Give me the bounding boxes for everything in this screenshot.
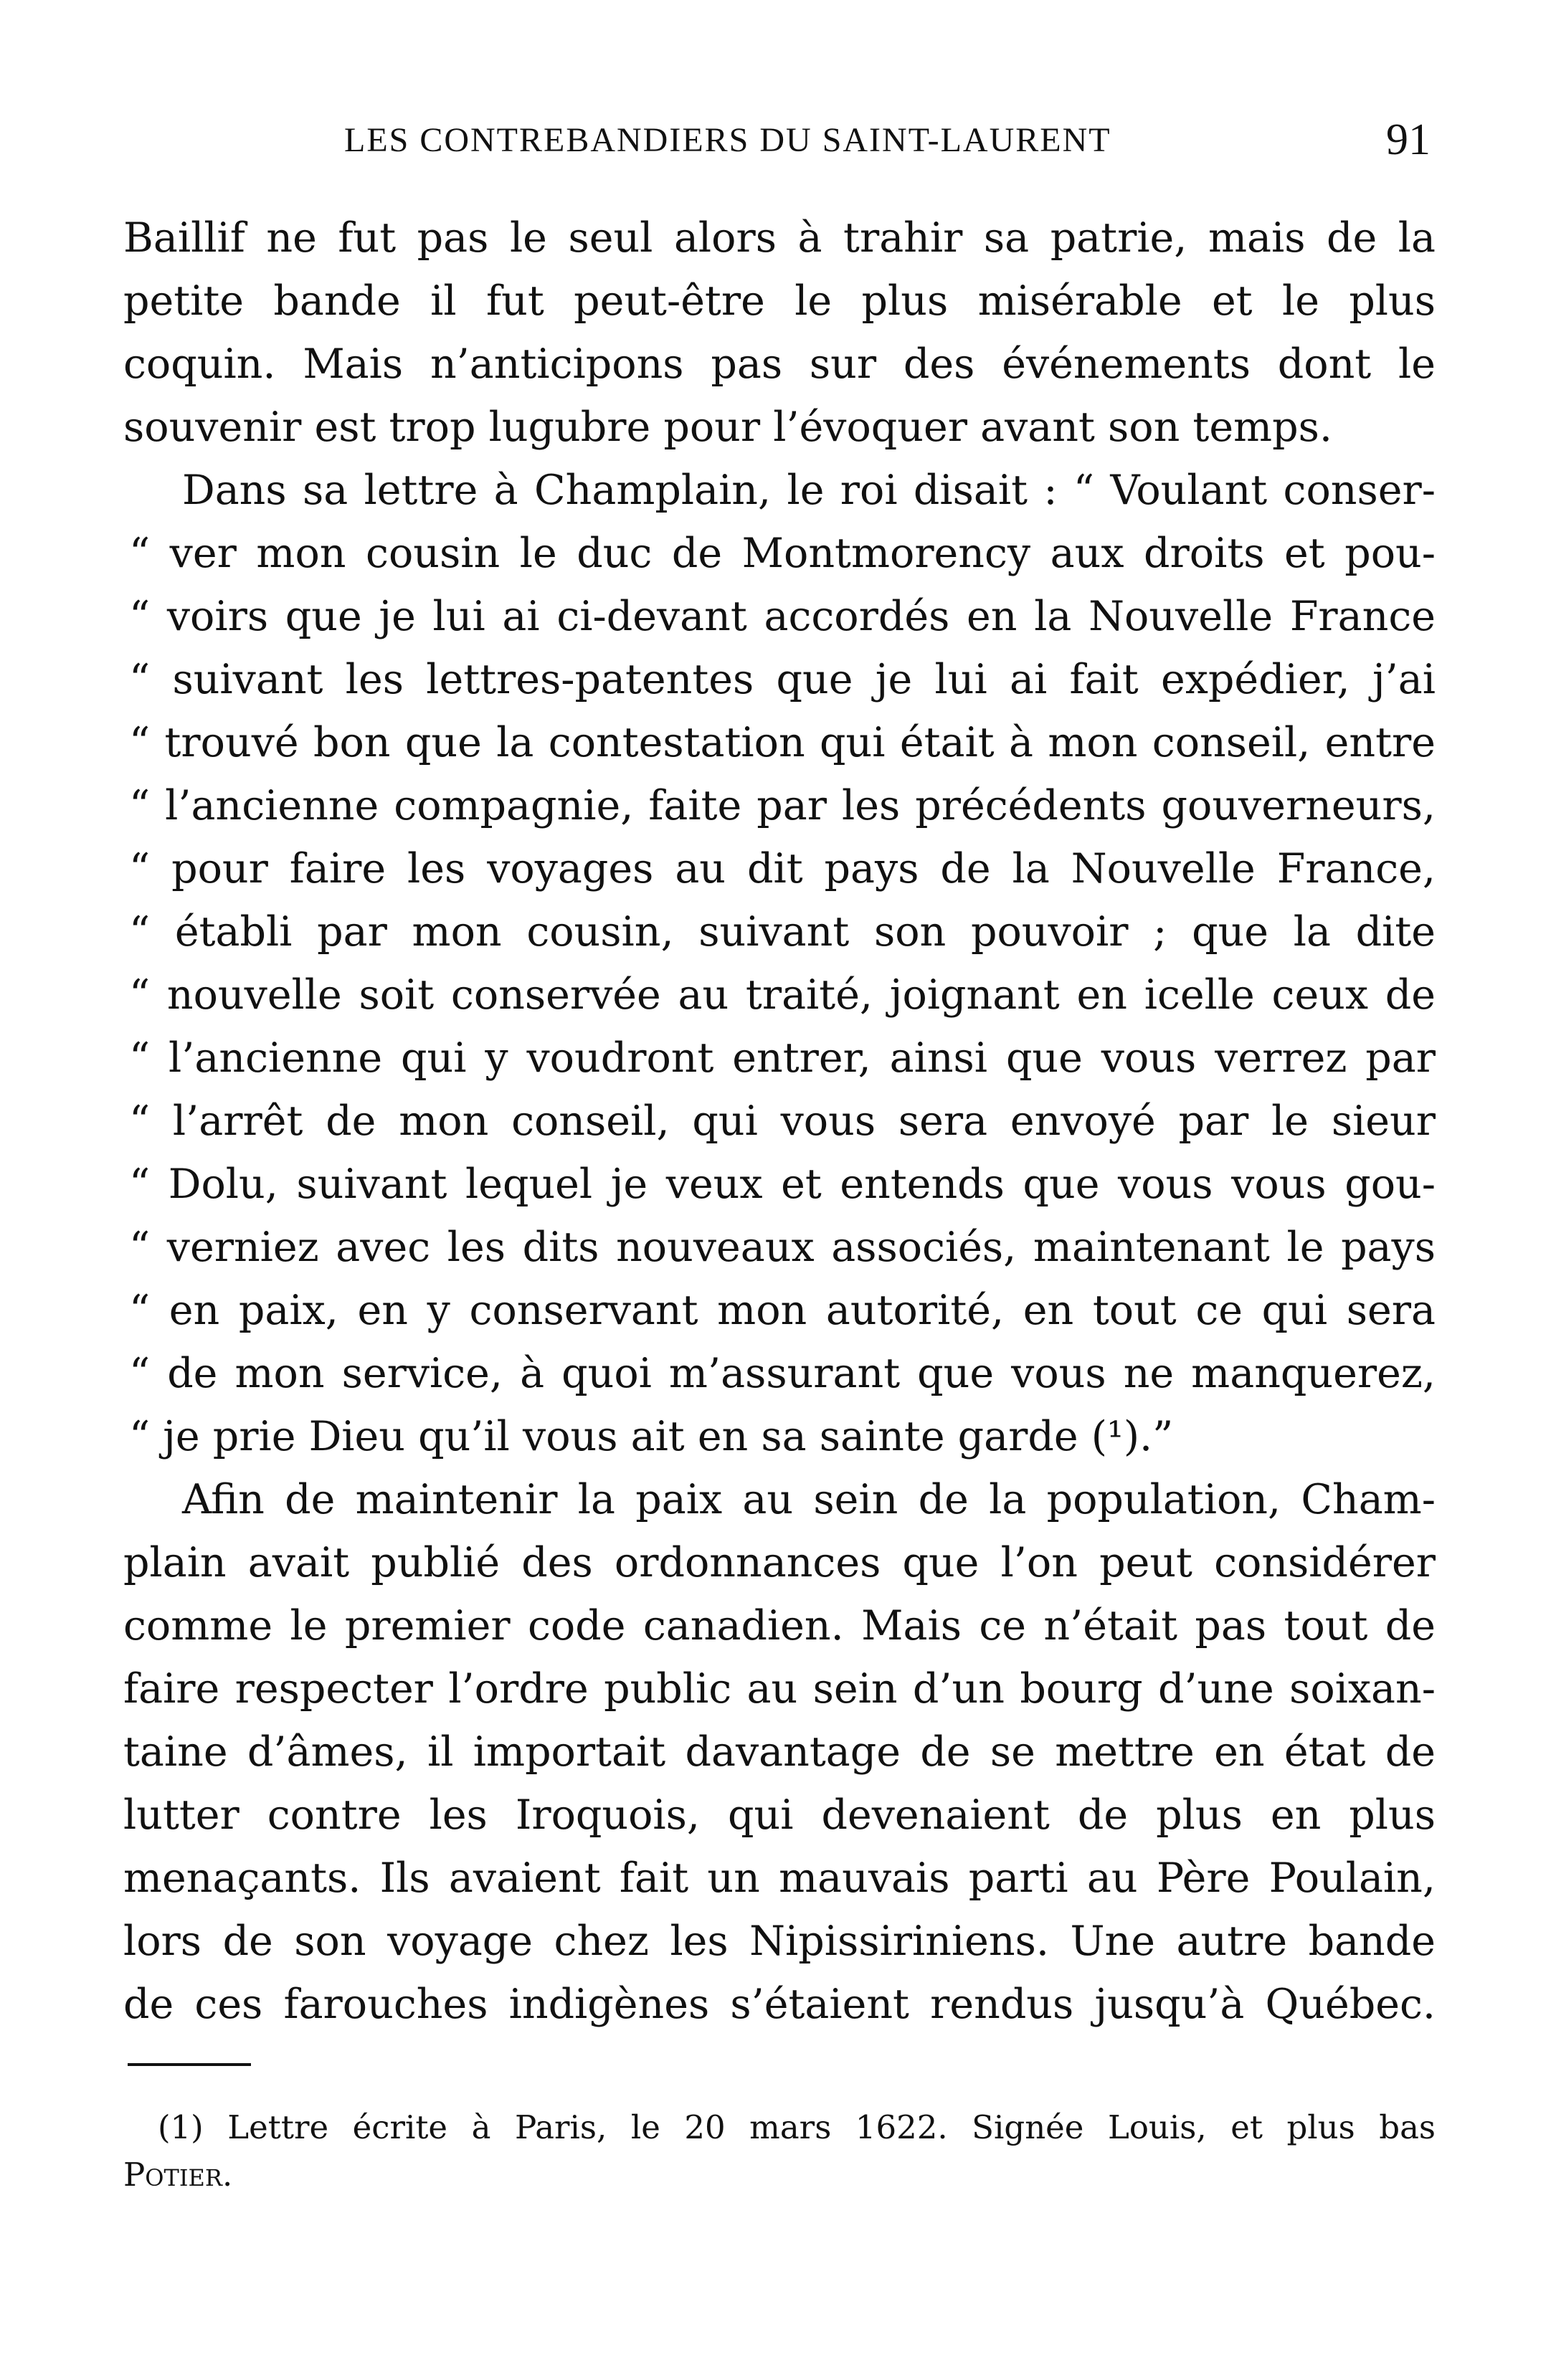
body-text xyxy=(123,206,1436,2036)
text-line: lutter contre les Iroquois, qui devenaient de plus en plus xyxy=(123,1791,1436,1839)
text-line: Dans sa lettre à Champlain, le roi disait : “ Voulant conser- xyxy=(182,467,1436,514)
quote-line: “ pour faire les voyages au dit pays de la Nouvelle France, xyxy=(129,845,1436,892)
quote-line: “ l’ancienne compagnie, faite par les précédents gouverneurs, xyxy=(129,782,1436,829)
quote-line: “ de mon service, à quoi m’assurant que vous ne manquerez, xyxy=(129,1350,1436,1397)
quote-line: “ nouvelle soit conservée au traité, joignant en icelle ceux de xyxy=(129,971,1436,1019)
footnote-line: Potier. xyxy=(123,2156,233,2194)
footnote-line: (1) Lettre écrite à Paris, le 20 mars 1622. Signée Louis, et plus bas xyxy=(158,2108,1436,2146)
text-line: de ces farouches indigènes s’étaient rendus jusqu’à Québec. xyxy=(123,1981,1436,2028)
quote-line: “ Dolu, suivant lequel je veux et entends que vous vous gou- xyxy=(129,1161,1436,1208)
text-line: coquin. Mais n’anticipons pas sur des événements dont le xyxy=(123,341,1436,388)
footnote xyxy=(123,2104,1436,2199)
running-head xyxy=(122,115,1441,172)
text-line: faire respecter l’ordre public au sein d’un bourg d’une soixan- xyxy=(123,1665,1436,1713)
quote-line: “ établi par mon cousin, suivant son pouvoir ; que la dite xyxy=(129,908,1436,956)
quote-line: “ trouvé bon que la contestation qui était à mon conseil, entre xyxy=(129,719,1436,766)
quote-line: “ je prie Dieu qu’il vous ait en sa sainte garde (¹).” xyxy=(129,1413,1174,1460)
text-line: souvenir est trop lugubre pour l’évoquer avant son temps. xyxy=(123,404,1332,451)
text-line: menaçants. Ils avaient fait un mauvais parti au Père Poulain, xyxy=(123,1855,1436,1902)
text-line: taine d’âmes, il importait davantage de se mettre en état de xyxy=(123,1728,1436,1776)
page-number: 91 xyxy=(1386,115,1431,164)
text-line: comme le premier code canadien. Mais ce n’était pas tout de xyxy=(123,1602,1436,1650)
text-line: petite bande il fut peut-être le plus misérable et le plus xyxy=(123,277,1436,325)
footnote-rule xyxy=(128,2063,251,2066)
text-line: plain avait publié des ordonnances que l’on peut considérer xyxy=(123,1539,1436,1586)
quote-line: “ l’arrêt de mon conseil, qui vous sera envoyé par le sieur xyxy=(129,1098,1436,1145)
quote-line: “ en paix, en y conservant mon autorité, en tout ce qui sera xyxy=(129,1287,1436,1334)
quote-line: “ voirs que je lui ai ci-devant accordés en la Nouvelle France xyxy=(129,593,1436,640)
quote-line: “ suivant les lettres-patentes que je lui ai fait expédier, j’ai xyxy=(129,656,1436,703)
text-line: Baillif ne fut pas le seul alors à trahir sa patrie, mais de la xyxy=(123,214,1436,262)
quote-line: “ verniez avec les dits nouveaux associés, maintenant le pays xyxy=(129,1224,1436,1271)
running-title: LES CONTREBANDIERS DU SAINT-LAURENT xyxy=(344,121,1111,159)
quote-line: “ l’ancienne qui y voudront entrer, ainsi que vous verrez par xyxy=(129,1034,1436,1082)
text-line: Afin de maintenir la paix au sein de la population, Cham- xyxy=(182,1476,1436,1523)
text-line: lors de son voyage chez les Nipissiriniens. Une autre bande xyxy=(123,1918,1436,1965)
quote-line: “ ver mon cousin le duc de Montmorency aux droits et pou- xyxy=(129,530,1436,577)
